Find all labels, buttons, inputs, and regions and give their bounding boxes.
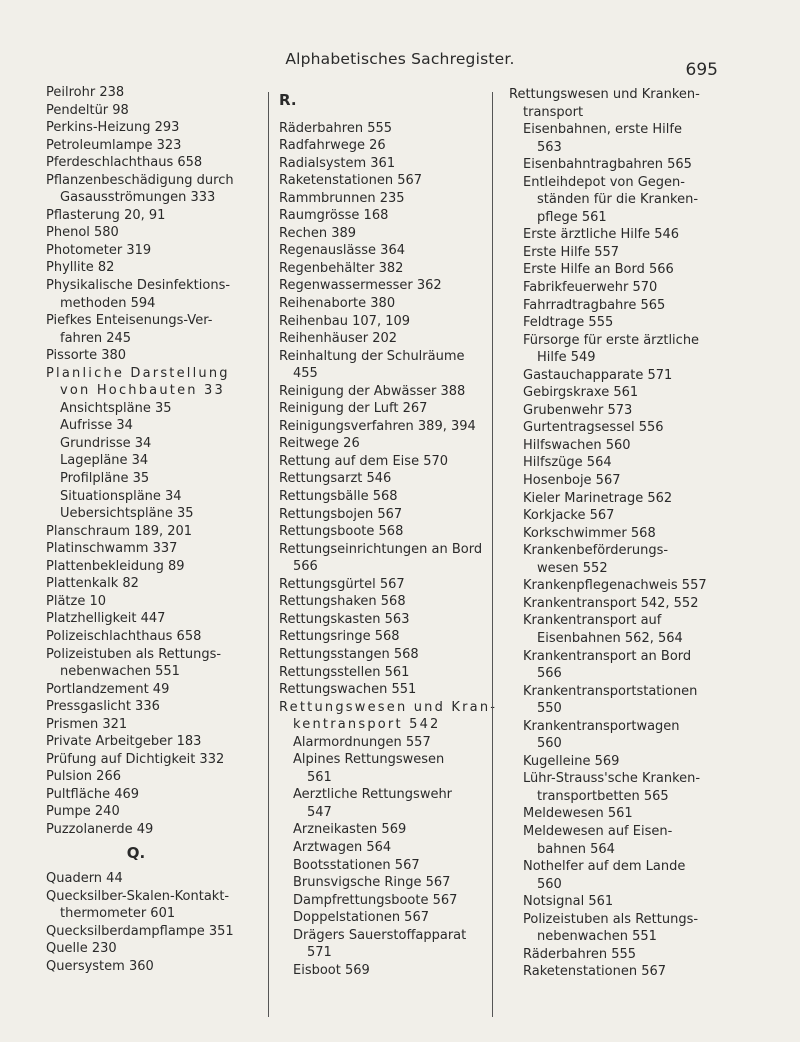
entry-line: Erste ärztliche Hilfe 546 [523, 227, 680, 243]
entry-line: Hilfswachen 560 [523, 437, 631, 453]
index-entry [279, 628, 501, 646]
entry-continuation-line: 455 [293, 366, 318, 382]
entry-line: Nothelfer auf dem Lande [523, 859, 686, 875]
entry-line: Arztwagen 564 [293, 839, 392, 855]
entry-continuation-line: 566 [293, 559, 318, 575]
index-subentry [509, 595, 779, 613]
entry-line: Polizeistuben als Rettungs- [46, 646, 222, 662]
entry-line: Rettungsringe 568 [279, 629, 400, 645]
entry-line: Hilfszüge 564 [523, 455, 612, 471]
entry-continuation-line: thermometer 601 [60, 906, 176, 922]
entry-line: Petroleumlampe 323 [46, 137, 182, 153]
entry-line: Krankentransportstationen [523, 683, 698, 699]
entry-continuation-line: bahnen 564 [537, 841, 615, 857]
index-subentry [279, 734, 501, 752]
index-entry [46, 593, 264, 611]
entry-line: Korkjacke 567 [523, 508, 615, 524]
index-entry [46, 751, 264, 769]
index-entry [279, 277, 501, 295]
index-subentry [46, 417, 264, 435]
entry-line: Quadern 44 [46, 871, 123, 887]
entry-line: Krankentransport an Bord [523, 648, 692, 664]
entry-line: Reinigungsverfahren 389, 394 [279, 418, 476, 434]
entry-line: Portlandzement 49 [46, 681, 170, 697]
entry-line: Rettungswesen und Kran- [279, 699, 498, 715]
entry-line: Phyllite 82 [46, 260, 115, 276]
entry-line: Planliche Darstellung [46, 365, 230, 381]
index-entry [279, 488, 501, 506]
index-subentry [509, 683, 779, 718]
entry-continuation-line: Hilfe 549 [537, 350, 596, 366]
page-header [0, 50, 800, 80]
index-entry [46, 575, 264, 593]
entry-continuation-line: kentransport 542 [293, 717, 441, 733]
index-subentry [509, 946, 779, 964]
entry-line: Meldewesen 561 [523, 806, 633, 822]
index-subentry [279, 857, 501, 875]
index-entry [46, 786, 264, 804]
entry-line: Regenwassermesser 362 [279, 278, 442, 294]
entry-line: Puzzolanerde 49 [46, 821, 154, 837]
index-subentry [509, 858, 779, 893]
entry-line: Rettungsgürtel 567 [279, 576, 405, 592]
entry-line: Dampfrettungsboote 567 [293, 892, 458, 908]
page-number: 695 [685, 60, 718, 80]
entry-continuation-line: 561 [307, 769, 332, 785]
index-subentry [509, 156, 779, 174]
entry-continuation-line: wesen 552 [537, 560, 608, 576]
entry-line: Alpines Rettungswesen [293, 752, 445, 768]
index-entry [46, 102, 264, 120]
index-subentry [509, 367, 779, 385]
index-entry [46, 259, 264, 277]
index-entry [46, 365, 264, 400]
index-subentry [509, 402, 779, 420]
entry-line: Prismen 321 [46, 716, 128, 732]
entry-line: Peilrohr 238 [46, 85, 125, 100]
entry-line: Reitwege 26 [279, 436, 360, 452]
entry-line: Phenol 580 [46, 225, 119, 241]
section-letter: Q. [126, 843, 146, 862]
index-entry [279, 664, 501, 682]
index-entry [46, 803, 264, 821]
entry-continuation-line: nebenwachen 551 [60, 664, 180, 680]
index-subentry [509, 297, 779, 315]
entry-line: Regenbehälter 382 [279, 260, 404, 276]
index-entry [46, 821, 264, 839]
entry-line: Pferdeschlachthaus 658 [46, 155, 203, 171]
index-entry [46, 154, 264, 172]
index-subentry [279, 874, 501, 892]
entry-line: Gebirgskraxe 561 [523, 385, 639, 401]
entry-line: Krankentransportwagen [523, 718, 680, 734]
index-entry [279, 576, 501, 594]
entry-line: Aerztliche Rettungswehr [293, 787, 453, 803]
index-entry [279, 541, 501, 576]
index-entry [279, 681, 501, 699]
entry-line: Rettungsbälle 568 [279, 489, 398, 505]
entry-line: Bootsstationen 567 [293, 857, 420, 873]
index-subentry [509, 963, 779, 981]
entry-line: Rechen 389 [279, 225, 357, 241]
index-entry [279, 330, 501, 348]
index-entry [46, 628, 264, 646]
entry-line: Grubenwehr 573 [523, 402, 633, 418]
entry-line: Krankenbeförderungs- [523, 543, 669, 559]
index-entry [46, 242, 264, 260]
index-subentry [509, 542, 779, 577]
entry-continuation-line: 566 [537, 666, 562, 682]
index-subentry [509, 577, 779, 595]
index-entry [279, 242, 501, 260]
index-entry [46, 768, 264, 786]
index-entry [46, 277, 264, 312]
entry-continuation-line: von Hochbauten 33 [60, 383, 226, 399]
index-entry [46, 558, 264, 576]
index-subentry [509, 612, 779, 647]
entry-line: Rettungseinrichtungen an Bord [279, 541, 483, 557]
entry-line: Eisboot 569 [293, 962, 370, 978]
index-subentry [279, 962, 501, 980]
entry-line: Piefkes Enteisenungs-Ver- [46, 313, 213, 329]
index-subentry [509, 805, 779, 823]
index-entry [46, 84, 264, 102]
entry-line: Raumgrösse 168 [279, 208, 389, 224]
index-entry [46, 347, 264, 365]
entry-line: Entleihdepot von Gegen- [523, 174, 685, 190]
entry-line: Rettungsboote 568 [279, 524, 404, 540]
entry-line: Gastauchapparate 571 [523, 367, 673, 383]
index-entry [46, 224, 264, 242]
entry-line: Pulsion 266 [46, 769, 121, 785]
entry-line: Private Arbeitgeber 183 [46, 734, 202, 750]
index-entry [279, 523, 501, 541]
index-entry [279, 593, 501, 611]
entry-continuation-line: 550 [537, 701, 562, 717]
index-entry [46, 312, 264, 347]
index-subentry [509, 770, 779, 805]
entry-line: Notsignal 561 [523, 894, 614, 910]
index-entry [279, 207, 501, 225]
entry-line: Krankenpflegenachweis 557 [523, 578, 707, 594]
entry-line: Aufrisse 34 [60, 418, 133, 434]
entry-line: Prüfung auf Dichtigkeit 332 [46, 751, 225, 767]
entry-line: Planschraum 189, 201 [46, 523, 193, 539]
entry-continuation-line: 563 [537, 139, 562, 155]
entry-line: Kieler Marinetrage 562 [523, 490, 673, 506]
index-entry [46, 716, 264, 734]
entry-line: Situationspläne 34 [60, 488, 182, 504]
index-entry [46, 646, 264, 681]
index-entry [46, 172, 264, 207]
entry-line: Drägers Sauerstoffapparat [293, 927, 467, 943]
entry-line: Meldewesen auf Eisen- [523, 823, 673, 839]
index-subentry [509, 525, 779, 543]
entry-line: Lühr-Strauss'sche Kranken- [523, 771, 701, 787]
index-entry [46, 870, 264, 888]
index-subentry [509, 718, 779, 753]
index-entry [46, 207, 264, 225]
entry-line: Eisenbahntragbahren 565 [523, 157, 692, 173]
entry-continuation-line: transport [523, 104, 584, 120]
index-entry [279, 646, 501, 664]
entry-line: Lagepläne 34 [60, 453, 149, 469]
entry-line: Doppelstationen 567 [293, 910, 429, 926]
index-entry [279, 418, 501, 436]
entry-line: Rettung auf dem Eise 570 [279, 453, 449, 469]
entry-line: Arzneikasten 569 [293, 822, 407, 838]
entry-line: Polizeischlachthaus 658 [46, 628, 202, 644]
entry-line: Fabrikfeuerwehr 570 [523, 280, 658, 296]
entry-continuation-line: methoden 594 [60, 295, 156, 311]
entry-line: Platzhelligkeit 447 [46, 611, 166, 627]
index-entry [279, 348, 501, 383]
entry-line: Gurtentragsessel 556 [523, 420, 664, 436]
entry-continuation-line: Eisenbahnen 562, 564 [537, 630, 683, 646]
index-entry [46, 958, 264, 976]
index-entry [279, 155, 501, 173]
entry-line: Plätze 10 [46, 593, 107, 609]
index-subentry [509, 419, 779, 437]
entry-line: Hosenboje 567 [523, 473, 621, 489]
entry-line: Regenauslässe 364 [279, 243, 405, 259]
entry-line: Rettungsbojen 567 [279, 506, 403, 522]
index-subentry [279, 839, 501, 857]
index-subentry [279, 751, 501, 786]
index-entry [279, 190, 501, 208]
index-subentry [279, 821, 501, 839]
index-subentry [279, 927, 501, 962]
entry-line: Erste Hilfe 557 [523, 244, 620, 260]
index-subentry [279, 892, 501, 910]
entry-line: Photometer 319 [46, 242, 152, 258]
entry-line: Radfahrwege 26 [279, 138, 386, 154]
index-entry [46, 681, 264, 699]
entry-line: Rettungsarzt 546 [279, 471, 392, 487]
index-entry [279, 225, 501, 243]
index-entry [279, 260, 501, 278]
entry-line: Reihenaborte 380 [279, 296, 396, 312]
index-entry [279, 172, 501, 190]
index-subentry [509, 332, 779, 367]
index-subentry [509, 454, 779, 472]
entry-continuation-line: 547 [307, 804, 332, 820]
entry-continuation-line: 560 [537, 736, 562, 752]
entry-line: Pflasterung 20, 91 [46, 207, 166, 223]
index-subentry [46, 488, 264, 506]
entry-line: Rettungswesen und Kranken- [509, 87, 700, 102]
entry-line: Grundrisse 34 [60, 435, 152, 451]
index-entry [46, 137, 264, 155]
index-entry [279, 470, 501, 488]
index-entry [279, 137, 501, 155]
index-subentry [46, 470, 264, 488]
index-entry [279, 383, 501, 401]
entry-line: Alarmordnungen 557 [293, 734, 431, 750]
entry-line: Plattenkalk 82 [46, 576, 139, 592]
entry-line: Korkschwimmer 568 [523, 525, 656, 541]
entry-line: Reihenhäuser 202 [279, 331, 398, 347]
index-entry [46, 733, 264, 751]
entry-continuation-line: transportbetten 565 [537, 788, 669, 804]
index-entry [279, 400, 501, 418]
index-entry [279, 699, 501, 734]
index-subentry [509, 472, 779, 490]
entry-line: Fahrradtragbahre 565 [523, 297, 666, 313]
entry-line: Raketenstationen 567 [279, 173, 423, 189]
index-entry [46, 119, 264, 137]
entry-line: Rammbrunnen 235 [279, 190, 405, 206]
index-entry [46, 698, 264, 716]
entry-line: Brunsvigsche Ringe 567 [293, 875, 451, 891]
entry-line: Erste Hilfe an Bord 566 [523, 262, 674, 278]
index-entry [46, 610, 264, 628]
index-subentry [509, 384, 779, 402]
entry-line: Plattenbekleidung 89 [46, 558, 185, 574]
entry-line: Fürsorge für erste ärztliche [523, 332, 700, 348]
entry-line: Eisenbahnen, erste Hilfe [523, 122, 682, 138]
entry-line: Quecksilberdampflampe 351 [46, 923, 234, 939]
entry-line: Profilpläne 35 [60, 471, 150, 487]
index-entry [46, 523, 264, 541]
index-subentry [509, 174, 779, 227]
entry-line: Reihenbau 107, 109 [279, 313, 411, 329]
entry-continuation-line: pflege 561 [537, 209, 607, 225]
index-subentry [509, 314, 779, 332]
index-subentry [509, 244, 779, 262]
entry-line: Reinigung der Luft 267 [279, 401, 428, 417]
index-entry [46, 923, 264, 941]
entry-line: Pendeltür 98 [46, 102, 129, 118]
entry-line: Reinhaltung der Schulräume [279, 348, 465, 364]
index-subentry [509, 893, 779, 911]
index-subentry [509, 226, 779, 244]
index-subentry [509, 437, 779, 455]
index-subentry [46, 505, 264, 523]
index-column-2 [268, 92, 501, 1017]
index-entry [279, 435, 501, 453]
entry-line: Rettungswachen 551 [279, 682, 417, 698]
entry-line: Pflanzenbeschädigung durch [46, 172, 234, 188]
index-entry [279, 611, 501, 629]
index-subentry [46, 452, 264, 470]
index-entry [279, 295, 501, 313]
index-column-3 [492, 87, 779, 1017]
entry-line: Platinschwamm 337 [46, 541, 178, 557]
entry-line: Quersystem 360 [46, 958, 154, 974]
entry-line: Krankentransport 542, 552 [523, 595, 699, 611]
index-subentry [509, 490, 779, 508]
page-title: Alphabetisches Sachregister. [285, 50, 515, 68]
entry-continuation-line: fahren 245 [60, 330, 132, 346]
index-subentry [509, 121, 779, 156]
index-subentry [509, 911, 779, 946]
entry-line: Feldtrage 555 [523, 315, 614, 331]
entry-line: Polizeistuben als Rettungs- [523, 911, 699, 927]
entry-line: Pumpe 240 [46, 804, 120, 820]
entry-line: Reinigung der Abwässer 388 [279, 383, 466, 399]
entry-line: Uebersichtspläne 35 [60, 506, 194, 522]
index-subentry [509, 507, 779, 525]
entry-continuation-line: nebenwachen 551 [537, 929, 657, 945]
entry-line: Rettungsstellen 561 [279, 664, 410, 680]
index-entry [279, 453, 501, 471]
entry-line: Räderbahren 555 [279, 120, 393, 136]
entry-line: Räderbahren 555 [523, 946, 637, 962]
entry-line: Physikalische Desinfektions- [46, 278, 231, 294]
entry-line: Kugelleine 569 [523, 753, 620, 769]
index-subentry [509, 648, 779, 683]
index-subentry [509, 823, 779, 858]
entry-continuation-line: 560 [537, 876, 562, 892]
index-entry [46, 540, 264, 558]
entry-continuation-line: 571 [307, 945, 332, 961]
index-entry [279, 313, 501, 331]
index-entry [46, 940, 264, 958]
index-entry [279, 506, 501, 524]
section-letter: R. [279, 91, 297, 109]
entry-line: Pultfläche 469 [46, 786, 140, 802]
index-subentry [46, 400, 264, 418]
index-entry [46, 888, 264, 923]
index-subentry [279, 786, 501, 821]
entry-line: Krankentransport auf [523, 613, 662, 629]
entry-line: Raketenstationen 567 [523, 964, 667, 980]
entry-line: Rettungshaken 568 [279, 594, 406, 610]
index-subentry [46, 435, 264, 453]
entry-line: Pissorte 380 [46, 348, 127, 364]
entry-continuation-line: Gasausströmungen 333 [60, 190, 216, 206]
index-column-1 [46, 85, 264, 975]
entry-line: Quelle 230 [46, 941, 117, 957]
index-subentry [279, 909, 501, 927]
entry-line: Quecksilber-Skalen-Kontakt- [46, 888, 230, 904]
entry-line: Rettungskasten 563 [279, 611, 410, 627]
entry-line: Radialsystem 361 [279, 155, 396, 171]
index-subentry [509, 261, 779, 279]
entry-continuation-line: ständen für die Kranken- [537, 192, 699, 208]
index-subentry [509, 753, 779, 771]
index-entry [279, 120, 501, 138]
entry-line: Rettungsstangen 568 [279, 646, 419, 662]
index-entry [509, 86, 779, 121]
entry-line: Perkins-Heizung 293 [46, 120, 180, 136]
entry-line: Ansichtspläne 35 [60, 400, 172, 416]
entry-line: Pressgaslicht 336 [46, 699, 160, 715]
index-subentry [509, 279, 779, 297]
